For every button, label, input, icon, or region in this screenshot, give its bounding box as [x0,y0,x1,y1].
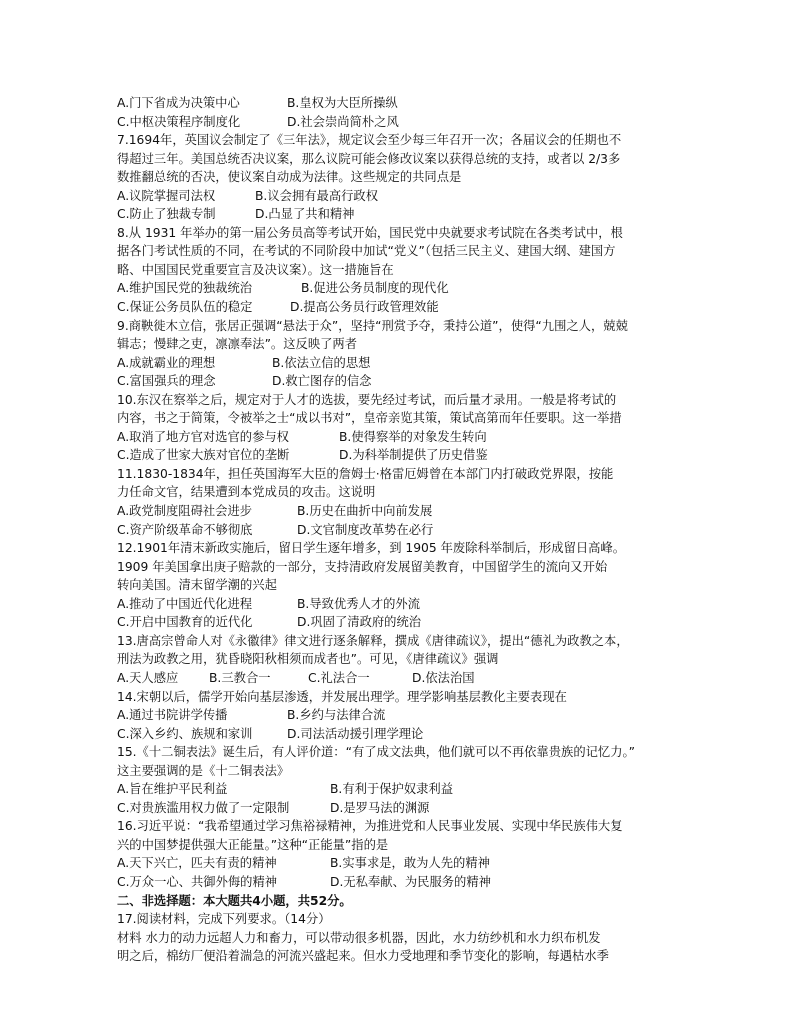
answer-option: D.无私奉献、为民服务的精神 [330,874,491,889]
answer-options-row [117,298,677,317]
answer-option: D.巩固了清政府的统治 [297,615,422,630]
answer-option: A.通过书院讲学传播 [117,708,228,723]
answer-option: D.凸显了共和精神 [255,207,355,222]
answer-options-row [117,187,677,206]
text-line: 材料 水力的动力远超人力和畜力，可以带动很多机器，因此，水力纺纱机和水力织布机发 [117,930,601,945]
answer-option: C.资产阶级革命不够彻底 [117,522,253,537]
answer-option: C.开启中国教育的近代化 [117,615,253,630]
text-line: 16.习近平说：“我希望通过学习焦裕禄精神，为推进党和人民事业发展、实现中华民族伟大复 [117,819,623,834]
text-line: 据各门考试性质的不同，在考试的不同阶段中加试“党义”（包括三民主义、建国大纲、建国方 [117,244,616,259]
answer-option: B.导致优秀人才的外流 [297,596,421,611]
answer-options-row [117,279,677,298]
answer-options-row [117,354,677,373]
answer-option: B.有利于保护奴隶利益 [330,782,454,797]
answer-option: B.促进公务员制度的现代化 [301,281,449,296]
answer-option: A.推动了中国近代化进程 [117,596,253,611]
answer-option: A.议院掌握司法权 [117,188,216,203]
answer-options-row [117,205,677,224]
answer-options-row [117,372,677,391]
text-line: 7.1694年，英国议会制定了《三年法》，规定议会至少每三年召开一次；各届议会的任期也不 [117,133,622,148]
answer-option: B.依法立信的思想 [272,355,371,370]
text-line: 内容，书之于简策，令被举之士“成以书对”，皇帝亲览其策，策试高第而年任要职。这一举措 [117,411,622,426]
answer-options-row [117,502,677,521]
answer-options-row [117,595,677,614]
text-line: 9.商鞅徙木立信，张居正强调“悬法于众”，坚持“刑赏予夺，秉持公道”，使得“九围之人，兢兢 [117,318,628,333]
answer-option: D.文官制度改革势在必行 [297,522,434,537]
text-line: 8.从 1931 年举办的第一届公务员高等考试开始，国民党中央就要求考试院在各类考试中，根 [117,225,623,240]
answer-option: A.天下兴亡，匹夫有责的精神 [117,856,277,871]
answer-option: C.保证公务员队伍的稳定 [117,300,253,315]
text-line: 13.唐高宗曾命人对《永徽律》律文进行逐条解释，撰成《唐律疏议》，提出“德礼为政教之本， [117,633,629,648]
answer-option: A.取消了地方官对选官的参与权 [117,429,289,444]
text-line: 这主要强调的是《十二铜表法》 [117,763,290,778]
text-line: 力任命文官，结果遭到本党成员的攻击。这说明 [117,485,376,500]
answer-option: C.富国强兵的理念 [117,374,216,389]
answer-option: B.皇权为大臣所操纵 [287,96,398,110]
answer-options-row [117,799,677,818]
answer-options-row [117,854,677,873]
text-line: 明之后，棉纺厂便沿着湍急的河流兴盛起来。但水力受地理和季节变化的影响，每遇枯水季 [117,949,609,964]
text-line: 兴的中国梦提供强大正能量。”这种“正能量”指的是 [117,837,389,852]
answer-option: D.社会崇尚简朴之风 [287,114,399,129]
answer-option: A.成就霸业的理想 [117,355,216,370]
answer-option: A.维护国民党的独裁统治 [117,281,253,296]
answer-option: B.乡约与法律合流 [287,708,386,723]
answer-option: A.旨在维护平民利益 [117,782,228,797]
text-line: 1909 年美国拿出庚子赔款的一部分，支持清政府发展留美教育，中国留学生的流向又开始 [117,559,608,574]
text-line: 转向美国。清末留学潮的兴起 [117,578,277,593]
answer-option: C.造成了世家大族对官位的垄断 [117,448,290,463]
answer-option: B.实事求是，敢为人先的精神 [330,856,490,871]
text-line: 10.东汉在察举之后，规定对于人才的选拔，要先经过考试，而后量才录用。一般是将考试的 [117,392,617,407]
answer-option: D.为科举制提供了历史借鉴 [339,448,488,463]
answer-option: B.议会拥有最高行政权 [255,188,379,203]
answer-options-row [117,613,677,632]
answer-option: D.司法活动援引理学理论 [287,726,424,741]
answer-option: C.万众一心、共御外侮的精神 [117,874,278,889]
text-line: 12.1901年清末新政实施后，留日学生逐年增多，到 1905 年废除科举制后，形成留日高峰。 [117,541,626,556]
answer-options-row [117,725,677,744]
answer-option: D.提高公务员行政管理效能 [290,300,439,315]
text-line: 17.阅读材料，完成下列要求。（14分） [117,912,331,927]
answer-option: A.天人感应 [117,670,179,685]
answer-option: D.依法治国 [412,670,475,685]
text-line: 略、中国国民党重要宣言及决议案）。这一措施旨在 [117,262,394,277]
text-line: 刑法为政教之用，犹昏晓阳秋相须而成者也”。可见，《唐律疏议》强调 [117,652,499,667]
answer-options-row [117,780,677,799]
answer-options-row [117,669,677,688]
answer-options-row [117,446,677,465]
text-line: 15.《十二铜表法》诞生后，有人评价道：“有了成文法典，他们就可以不再依靠贵族的记忆力。” [117,745,636,760]
text-line: 得超过三年。美国总统否决议案，那么议院可能会修改议案以获得总统的支持，或者以 2/3多 [117,151,621,166]
answer-option: D.是罗马法的渊源 [330,800,430,815]
answer-option: B.三教合一 [209,670,271,685]
exam-page [117,94,677,966]
answer-option: C.礼法合一 [308,670,370,685]
answer-option: C.防止了独裁专制 [117,207,216,222]
answer-option: B.使得察举的对象发生转向 [339,429,487,444]
text-line: 辑志；慢肆之吏，凛凛奉法”。这反映了两者 [117,337,358,352]
answer-options-row [117,113,677,132]
answer-options-row [117,428,677,447]
answer-options-row [117,94,677,113]
answer-options-row [117,873,677,892]
answer-option: D.救亡图存的信念 [272,374,372,389]
answer-options-row [117,706,677,725]
answer-option: C.深入乡约、族规和家训 [117,726,253,741]
text-line: 数推翻总统的否决，使议案自动成为法律。这些规定的共同点是 [117,170,462,185]
section-heading: 二、非选择题：本大题共4小题，共52分。 [117,893,352,908]
answer-option: B.历史在曲折中向前发展 [297,504,433,519]
answer-option: C.对贵族滥用权力做了一定限制 [117,800,290,815]
answer-option: C.中枢决策程序制度化 [117,114,241,129]
answer-option: A.政党制度阻碍社会进步 [117,504,253,519]
answer-options-row [117,521,677,540]
text-line: 11.1830-1834年，担任英国海军大臣的詹姆士·格雷厄姆曾在本部门内打破政党界限，按能 [117,466,614,481]
answer-option: A.门下省成为决策中心 [117,96,240,110]
text-line: 14.宋朝以后，儒学开始向基层渗透，并发展出理学。理学影响基层教化主要表现在 [117,689,567,704]
